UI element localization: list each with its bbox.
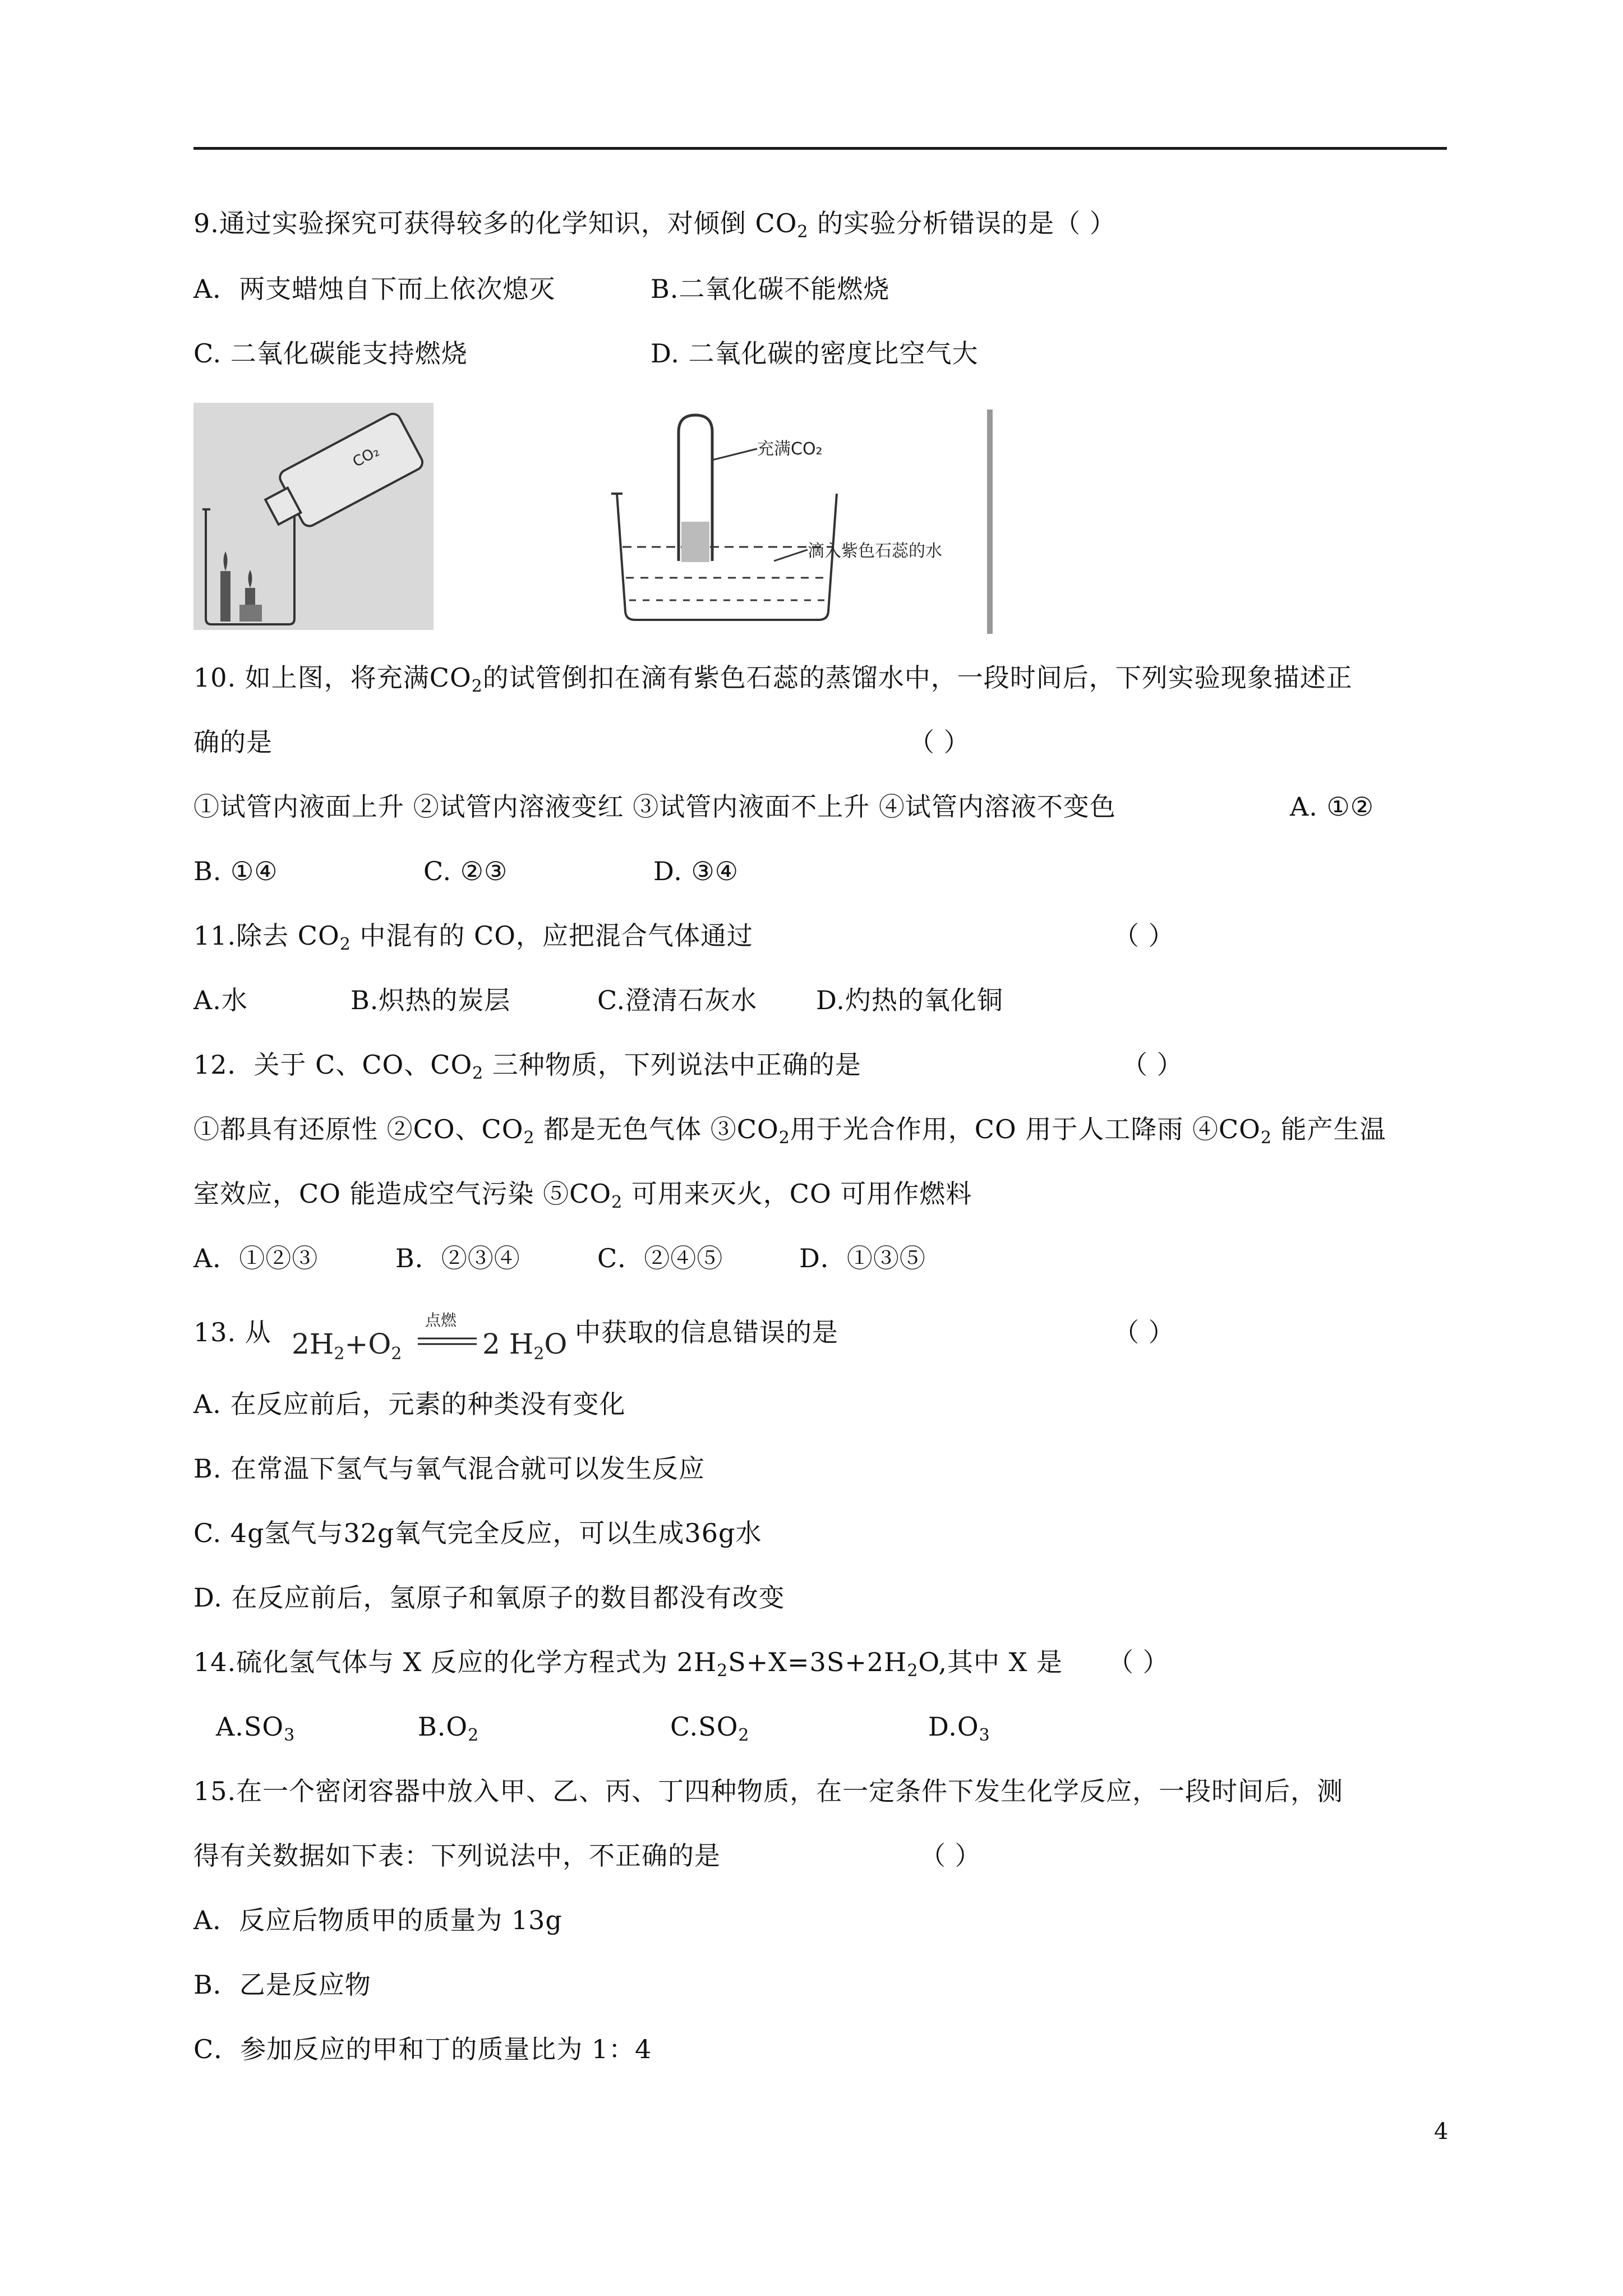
q9-option-b: B.二氧化碳不能燃烧 — [651, 274, 890, 304]
q14-stem: 14.硫化氢气体与 X 反应的化学方程式为 $2H_2S+X=3S+2H_2O$,其中 X 是 — [193, 1647, 1063, 1681]
q12-stem: 12．关于 C、CO、$CO_2$ 三种物质，下列说法中正确的是 — [193, 1050, 861, 1083]
q15-stem: 15.在一个密闭容器中放入甲、乙、丙、丁四种物质，在一定条件下发生化学反应，一段时间后，测 — [193, 1776, 1344, 1806]
q10-statements: ①试管内液面上升 ②试管内溶液变红 ③试管内液面不上升 ④试管内溶液不变色 — [193, 792, 1116, 822]
hydrogen-combustion-equation — [292, 1306, 568, 1368]
q9-option-c: C. 二氧化碳能支持燃烧 — [193, 338, 468, 369]
svg-text:2H2+O2: $2H_2+O_2$ — [292, 1328, 402, 1364]
q12-statements-cont: 室效应，CO 能造成空气污染 $⑤CO_2$ 可用来灭火，CO 可用作燃料 — [193, 1179, 972, 1212]
q14-option-d: $D.O_3$ — [928, 1711, 990, 1745]
q15-stem-cont: 得有关数据如下表：下列说法中，不正确的是 — [193, 1841, 721, 1871]
q10-stem-cont: 确的是 — [193, 727, 273, 757]
inverted-tube-figure — [606, 409, 1015, 634]
q10-option-c: C. ②③ — [423, 856, 508, 886]
q11-option-c: C.澄清石灰水 — [597, 985, 758, 1015]
q11-option-a: A.水 — [193, 985, 248, 1015]
q11-option-d: D.灼热的氧化铜 — [816, 985, 1003, 1015]
bottle-co2-label: CO₂ — [350, 443, 382, 471]
q10-option-a: A. ①② — [1290, 792, 1374, 822]
pouring-co2-figure — [193, 403, 434, 630]
svg-text:2 H2O: 2 $H_2O$ — [482, 1328, 568, 1364]
q13-stem: 中获取的信息错误的是 — [575, 1317, 838, 1347]
tube-label: 充满CO₂ — [757, 439, 823, 459]
q15-option-c: C．参加反应的甲和丁的质量比为 1：4 — [193, 2034, 652, 2064]
q13-answer-paren: （ ） — [1113, 1317, 1175, 1347]
q12-option-a: A．①②③ — [193, 1243, 319, 1273]
q10-answer-paren: （ ） — [909, 727, 970, 757]
q12-option-b: B．②③④ — [395, 1243, 520, 1273]
q11-answer-paren: （ ） — [1113, 921, 1175, 951]
equation-condition: 点燃 — [425, 1311, 457, 1329]
q11-option-b: B.炽热的炭层 — [351, 985, 511, 1015]
q12-option-d: D．①③⑤ — [799, 1243, 926, 1273]
page-number: 4 — [1434, 2119, 1449, 2145]
q11-stem: 11.除去 $CO_2$ 中混有的 CO，应把混合气体通过 — [193, 921, 753, 954]
q9-stem: 9.通过实验探究可获得较多的化学知识，对倾倒 $CO_2$ 的实验分析错误的是（ ） — [193, 208, 1116, 242]
q13-option-a: A. 在反应前后，元素的种类没有变化 — [193, 1389, 626, 1419]
q14-option-c: $C.SO_2$ — [670, 1711, 750, 1745]
q15-answer-paren: （ ） — [920, 1841, 981, 1871]
q9-option-a: A．两支蜡烛自下而上依次熄灭 — [193, 274, 556, 304]
q13-option-c: C. 4g氢气与32g氧气完全反应，可以生成36g水 — [193, 1518, 762, 1548]
q13-option-d: D. 在反应前后，氢原子和氧原子的数目都没有改变 — [193, 1582, 785, 1613]
q15-option-a: A．反应后物质甲的质量为 13g — [193, 1905, 562, 1935]
q14-option-a: $A.SO_3$ — [216, 1711, 296, 1745]
water-label: 滴入紫色石蕊的水 — [808, 541, 942, 561]
q14-option-b: $B.O_2$ — [418, 1711, 479, 1745]
header-rule — [193, 147, 1447, 150]
q12-answer-paren: （ ） — [1122, 1050, 1183, 1080]
q13-option-b: B. 在常温下氢气与氧气混合就可以发生反应 — [193, 1453, 706, 1484]
q15-option-b: B．乙是反应物 — [193, 1970, 371, 2000]
q12-statements: ①都具有还原性 ②CO、$CO_2$ 都是无色气体 $③CO_2$用于光合作用，CO 用于人工降雨 $④CO_2$ 能产生温 — [193, 1114, 1386, 1148]
q9-option-d: D. 二氧化碳的密度比空气大 — [651, 338, 979, 369]
q10-option-b: B. ①④ — [193, 856, 278, 886]
q10-stem: 10. 如上图，将充满$CO_2$的试管倒扣在滴有紫色石蕊的蒸馏水中，一段时间后，下列实验现象描述正 — [193, 662, 1353, 696]
q10-option-d: D. ③④ — [653, 856, 739, 886]
q12-option-c: C．②④⑤ — [597, 1243, 723, 1273]
q14-answer-paren: （ ） — [1108, 1647, 1169, 1677]
q13-number: 13. 从 — [193, 1317, 271, 1347]
